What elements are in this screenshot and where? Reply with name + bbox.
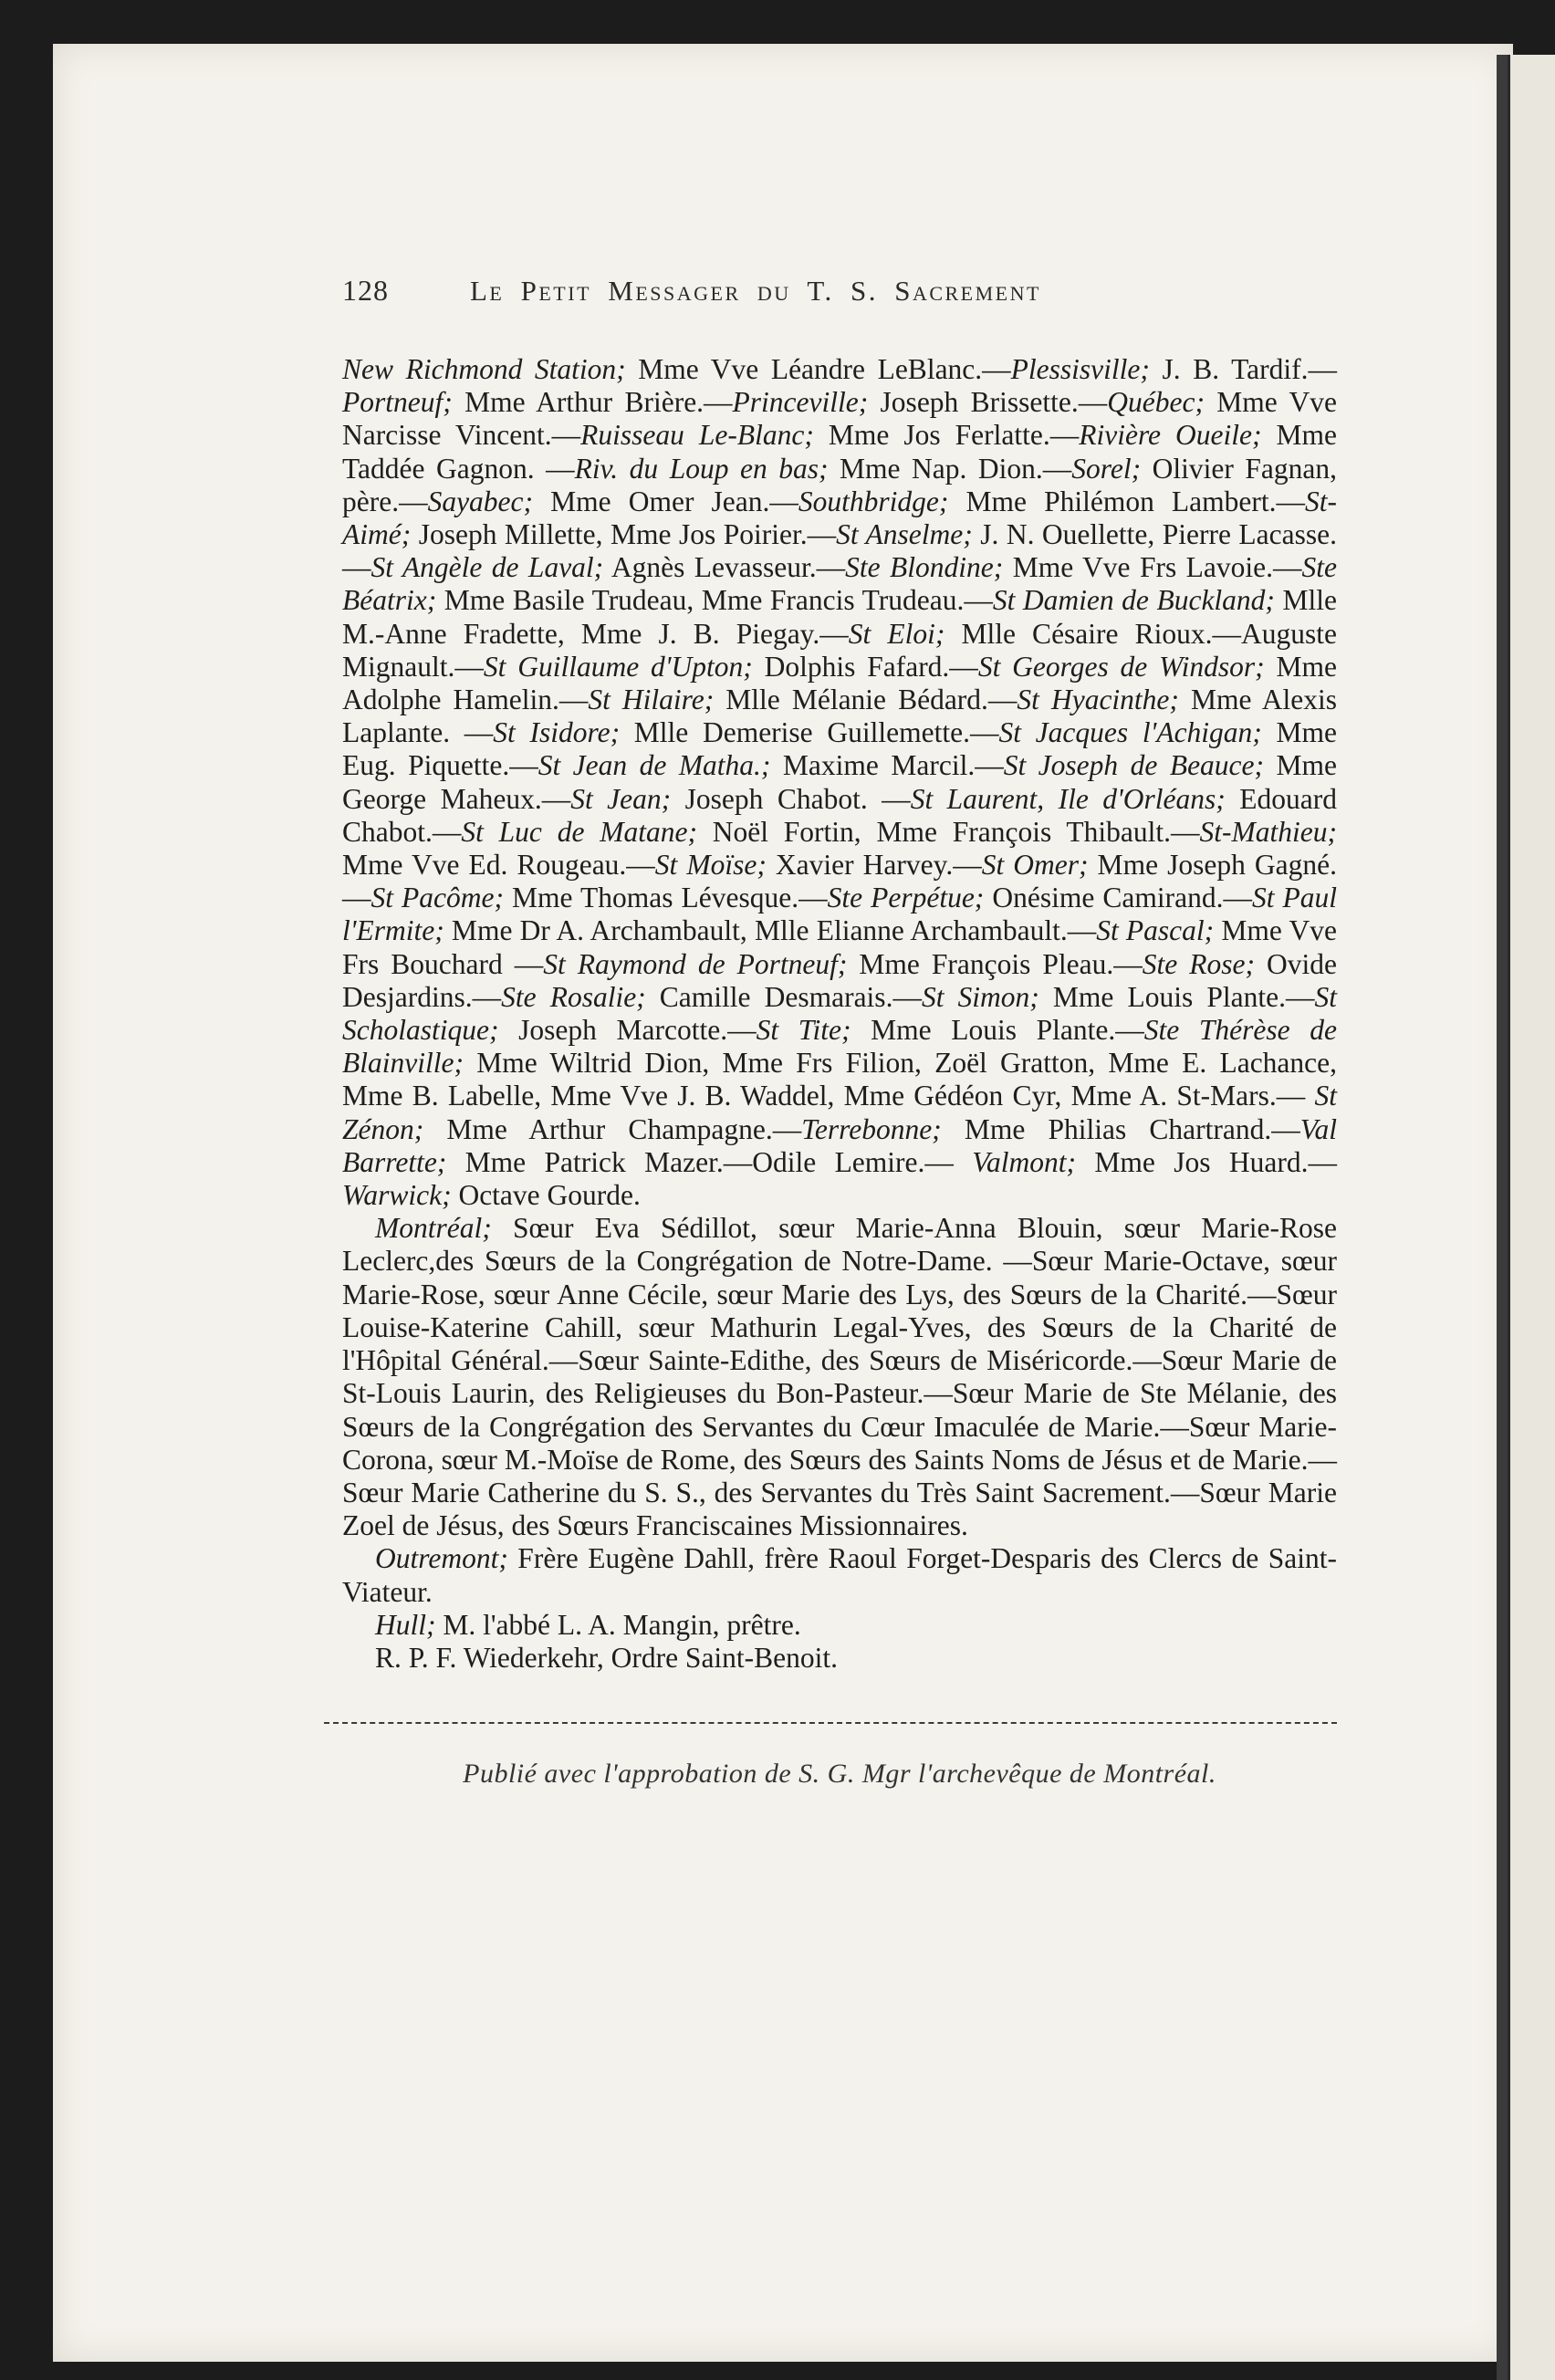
place-name: St Damien de Buckland; (992, 584, 1275, 617)
place-name: Southbridge; (798, 485, 949, 517)
place-name: St Jean de Matha.; (537, 749, 771, 782)
place-name: St Hilaire; (588, 684, 715, 716)
names-text: Edouard Chabot.— (342, 782, 1337, 848)
place-name: Plessisville; (1010, 353, 1150, 385)
names-text: Mme François Pleau.— (847, 947, 1143, 980)
page-content (342, 274, 1337, 1790)
names-text: Mme Adolphe Hamelin.— (342, 650, 1337, 716)
names-text: Sœur Eva Sédillot, sœur Marie-Anna Blouin, sœur Marie-Rose Leclerc,des Sœurs de la Congrégation de Notre-Dame. —Sœur Marie-Octave, sœur Marie-Rose, sœur Anne Cécile, sœur Marie des Lys, des Sœurs de la Charité.—Sœur Louise-Katerine Cahill, sœur Mathurin Legal-Yves, des Sœurs de la Charité de l'Hôpital Général.—Sœur Sainte-Edithe, des Sœurs de Miséricorde.—Sœur Marie de St-Louis Laurin, des Religieuses du Bon-Pasteur.—Sœur Marie de Ste Mélanie, des Sœurs de la Congrégation des Servantes du Cœur Imaculée de Marie.—Sœur Marie-Corona, sœur M.-Moïse de Rome, des Sœurs des Saints Noms de Jésus et de Marie.—Sœur Marie Catherine du S. S., des Servantes du Très Saint Sacrement.—Sœur Marie Zoel de Jésus, des Sœurs Franciscaines Missionnaires. (342, 1212, 1337, 1542)
place-name: Rivière Oueile; (1079, 419, 1262, 452)
place-name: Ste Rose; (1142, 947, 1255, 980)
names-text: Mlle Mélanie Bédard.— (714, 684, 1018, 716)
names-text: Mme Alexis Laplante. — (342, 684, 1337, 749)
names-text: Joseph Brissette.— (868, 386, 1108, 419)
imprimatur-footer: Publié avec l'approbation de S. G. Mgr l'archevêque de Montréal. (463, 1759, 1216, 1790)
names-text: Maxime Marcil.— (770, 749, 1004, 782)
names-text: Mme Louis Plante.— (851, 1014, 1144, 1047)
names-text: Mme Vve Ed. Rougeau.— (342, 849, 655, 882)
place-name: Sayabec; (427, 485, 534, 517)
names-text: Mme Dr A. Archambault, Mlle Elianne Archambault.— (444, 914, 1097, 947)
names-text: Noël Fortin, Mme François Thibault.— (696, 815, 1200, 848)
place-name: Hull; (375, 1608, 436, 1641)
place-name: Riv. du Loup en bas; (574, 452, 829, 485)
place-name: Valmont; (972, 1145, 1077, 1178)
place-name: St Isidore; (493, 716, 621, 749)
names-text: Octave Gourde. (451, 1179, 641, 1212)
place-name: St Jacques l'Achigan; (998, 716, 1262, 749)
next-page-edge (1508, 55, 1555, 2380)
paragraph-outremont (342, 1542, 1337, 1608)
names-text: Mme Omer Jean.— (533, 485, 798, 517)
names-text: Ovide Desjardins.— (342, 947, 1337, 1013)
place-name: St Omer; (981, 849, 1089, 882)
names-text: Joseph Millette, Mme Jos Poirier.— (411, 518, 837, 551)
names-text: Mme Patrick Mazer.—Odile Lemire.— (446, 1145, 973, 1178)
names-text: Mlle M.-Anne Fradette, Mme J. B. Piegay.— (342, 584, 1337, 650)
names-text: Joseph Marcotte.— (498, 1014, 757, 1047)
place-name: Ste Thérèse de Blainville; (342, 1014, 1337, 1080)
place-name: St-Mathieu; (1199, 815, 1338, 848)
place-name: St Joseph de Beauce; (1003, 749, 1265, 782)
names-text: Mme Vve Narcisse Vincent.— (342, 386, 1338, 452)
place-name: St Scholastique; (342, 980, 1337, 1047)
place-name: Outremont; (375, 1542, 508, 1575)
place-name: St Simon; (921, 980, 1039, 1013)
place-name: St Angèle de Laval; (370, 551, 604, 584)
footer-divider (324, 1722, 1337, 1724)
place-name: St Zénon; (342, 1080, 1337, 1145)
place-name: New Richmond Station; (342, 353, 626, 385)
names-text: Mme Joseph Gagné.— (342, 849, 1338, 914)
names-text: J. B. Tardif.— (1149, 353, 1337, 385)
names-text: Olivier Fagnan, père.— (342, 452, 1337, 517)
names-text: Mme Basile Trudeau, Mme Francis Trudeau.— (436, 584, 993, 617)
paragraph-montreal (342, 1212, 1337, 1542)
place-name: St Pacôme; (370, 882, 504, 914)
place-name: Terrebonne; (801, 1112, 942, 1145)
running-head (342, 274, 1337, 308)
place-name: St Tite; (756, 1014, 851, 1047)
names-text: J. N. Ouellette, Pierre Lacasse.— (342, 518, 1337, 584)
paragraph-hull (342, 1609, 1337, 1642)
place-name: St Guillaume d'Upton; (483, 650, 753, 683)
names-text: Mme Philias Chartrand.— (941, 1112, 1300, 1145)
place-name: St Georges de Windsor; (977, 650, 1265, 683)
names-text: Mme Arthur Champagne.— (423, 1112, 802, 1145)
names-text: Mme Taddée Gagnon. — (342, 419, 1337, 485)
names-text: Mlle Césaire Rioux.—Auguste Mignault.— (342, 617, 1337, 683)
place-name: Québec; (1107, 386, 1205, 419)
names-text: Xavier Harvey.— (766, 849, 982, 882)
place-name: Ste Blondine; (845, 551, 1004, 584)
place-name: St Jean; (570, 782, 672, 815)
names-text: Mme Jos Ferlatte.— (813, 419, 1080, 452)
names-text: M. l'abbé L. A. Mangin, prêtre. (435, 1608, 801, 1641)
names-text: Mme Nap. Dion.— (828, 452, 1072, 485)
names-text: Mme George Maheux.— (342, 749, 1337, 815)
place-name: St Luc de Matane; (461, 815, 697, 848)
names-text: Mlle Demerise Guillemette.— (620, 716, 999, 749)
place-name: Ruisseau Le-Blanc; (580, 419, 814, 452)
names-text: Mme Philémon Lambert.— (948, 485, 1305, 517)
names-text: Mme Eug. Piquette.— (342, 716, 1337, 782)
names-text: Mme Thomas Lévesque.— (503, 882, 828, 914)
names-text: R. P. F. Wiederkehr, Ordre Saint-Benoit. (375, 1641, 839, 1674)
names-text: Dolphis Fafard.— (752, 650, 978, 683)
place-name: St Pascal; (1096, 914, 1215, 947)
place-name: St Paul l'Ermite; (342, 882, 1337, 947)
place-name: Portneuf; (342, 386, 453, 419)
paragraph-localities (342, 353, 1337, 1212)
names-text: Mme Jos Huard.— (1076, 1145, 1337, 1178)
place-name: St Laurent, Ile d'Orléans; (910, 782, 1226, 815)
page-number: 128 (342, 274, 389, 307)
place-name: St Anselme; (836, 518, 973, 551)
names-text: Mme Vve Léandre LeBlanc.— (625, 353, 1011, 385)
names-text: Mme Wiltrid Dion, Mme Frs Filion, Zoël Gratton, Mme E. Lachance, Mme B. Labelle, Mme Vve J. B. Waddel, Mme Gédéon Cyr, Mme A. St-Mars.— (342, 1047, 1337, 1112)
place-name: St-Aimé; (342, 485, 1337, 551)
names-text: Mme Louis Plante.— (1038, 980, 1315, 1013)
names-text: Mme Vve Frs Lavoie.— (1003, 551, 1302, 584)
place-name: St Moïse; (654, 849, 767, 882)
body-text (342, 353, 1337, 1675)
place-name: St Raymond de Portneuf; (543, 947, 848, 980)
names-text: Agnès Levasseur.— (603, 551, 846, 584)
paragraph-wiederkehr (342, 1642, 1337, 1675)
place-name: Val Barrette; (342, 1112, 1337, 1178)
place-name: St Hyacinthe; (1017, 684, 1179, 716)
place-name: Warwick; (342, 1179, 452, 1212)
place-name: Sorel; (1071, 452, 1142, 485)
place-name: St Eloi; (848, 617, 945, 650)
place-name: Princeville; (732, 386, 869, 419)
names-text: Joseph Chabot. — (671, 782, 911, 815)
names-text: Frère Eugène Dahll, frère Raoul Forget-Desparis des Clercs de Saint-Viateur. (342, 1542, 1337, 1608)
names-text: Camille Desmarais.— (645, 980, 922, 1013)
names-text: Mme Vve Frs Bouchard — (342, 914, 1337, 980)
place-name: Montréal; (375, 1212, 492, 1245)
names-text: Mme Arthur Brière.— (452, 386, 733, 419)
place-name: Ste Béatrix; (342, 551, 1337, 617)
place-name: Ste Rosalie; (501, 980, 646, 1013)
place-name: Ste Perpétue; (827, 882, 985, 914)
running-head-title: Le Petit Messager du T. S. Sacrement (470, 275, 1041, 307)
names-text: Onésime Camirand.— (984, 882, 1252, 914)
